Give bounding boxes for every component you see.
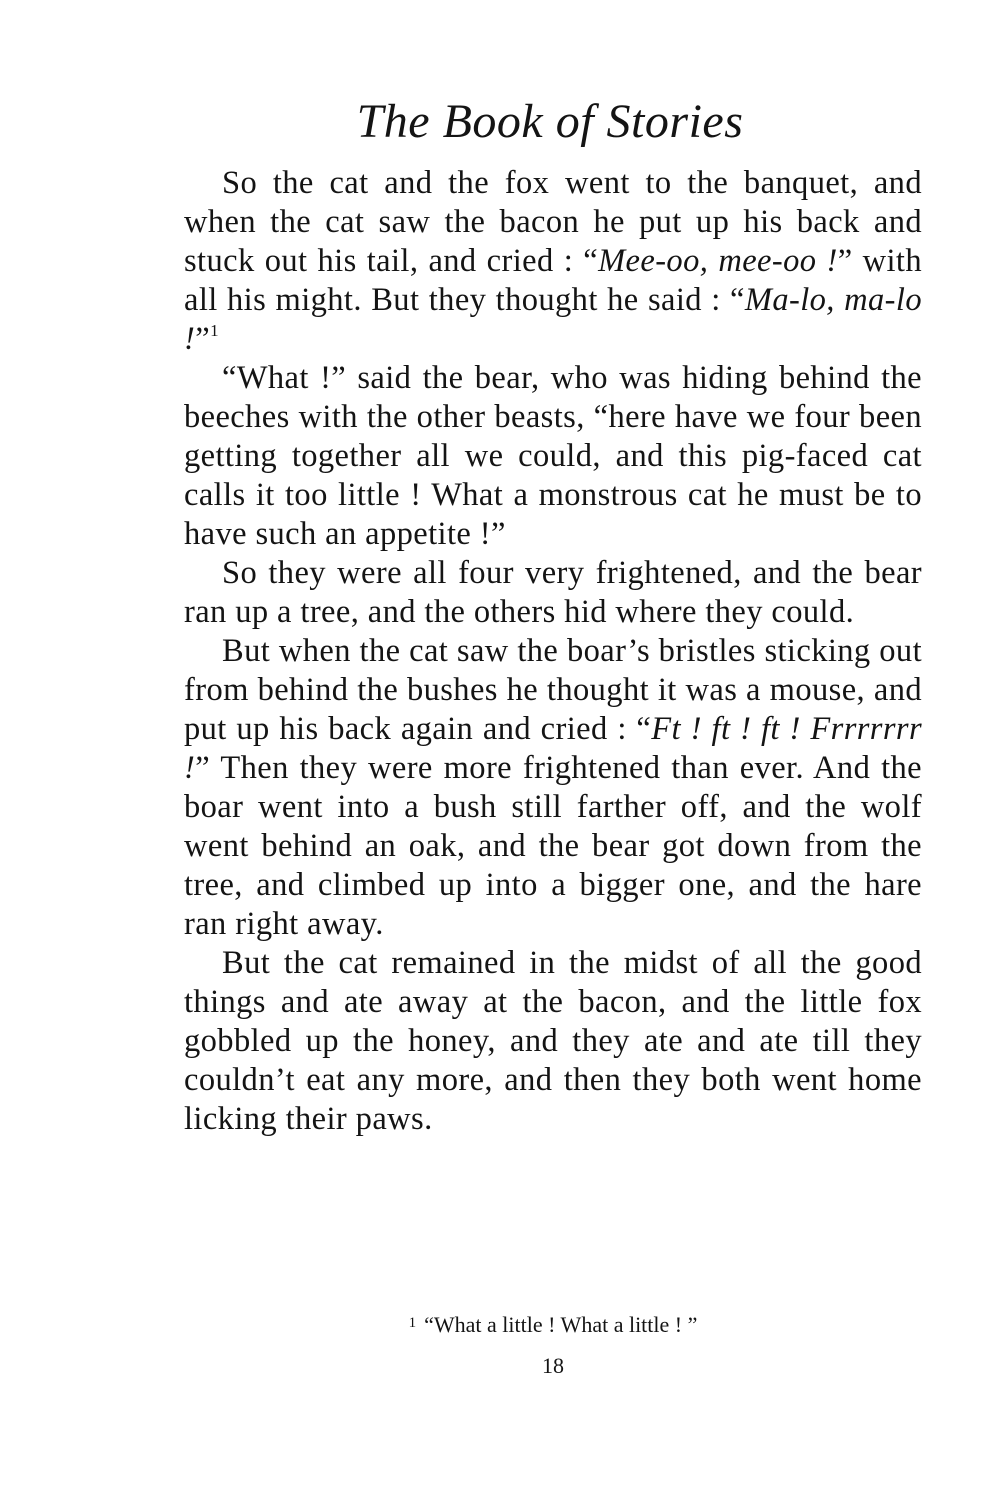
paragraph-banquet bbox=[184, 164, 922, 359]
paragraph-text: ” with all his might. But they thought he said : “ bbox=[184, 243, 922, 318]
footnote bbox=[184, 1309, 922, 1339]
italic-cry: Ft ! ft ! ft ! Frrrrrrr ! bbox=[184, 711, 922, 786]
footnote-text: “What a little ! What a little ! ” bbox=[424, 1312, 698, 1337]
paragraph-text: ” bbox=[195, 321, 211, 357]
page-number: 18 bbox=[542, 1353, 564, 1378]
paragraph-text: So the cat and the fox went to the banquet, and when the cat saw the bacon he put up his back and stuck out his tail, and cried : “ bbox=[184, 165, 922, 279]
running-title: The Book of Stories bbox=[356, 95, 744, 148]
italic-cry: Mee-oo, mee-oo ! bbox=[598, 243, 838, 279]
italic-cry: Ma-lo, ma-lo ! bbox=[184, 282, 922, 357]
paragraph-feast: But the cat remained in the midst of all the good things and ate away at the bacon, and the little fox gobbled up the honey, and they ate and ate till they couldn’t eat any more, and then they both went home licking their paws. bbox=[184, 945, 922, 1137]
story-body bbox=[184, 164, 922, 1139]
footnote-reference: 1 bbox=[210, 321, 219, 340]
footnote-number: 1 bbox=[408, 1315, 417, 1331]
paragraph-text: But when the cat saw the boar’s bristles sticking out from behind the bushes he thought it was a mouse, and put up his back again and cried : “ bbox=[184, 633, 922, 747]
paragraph-text: ” Then they were more frightened than ever. And the boar went into a bush still farther off, and the wolf went behind an oak, and the bear got down from the tree, and climbed up into a bigger one, and the hare ran right away. bbox=[184, 750, 922, 942]
paragraph-frightened: So they were all four very frightened, and the bear ran up a tree, and the others hid where they could. bbox=[184, 555, 922, 630]
paragraph-bear-speaks: “What !” said the bear, who was hiding behind the beeches with the other beasts, “here have we four been getting together all we could, and this pig-faced cat calls it too little ! What a monstrous cat he must be to have such an appetite !” bbox=[184, 360, 922, 552]
paragraph-boar-bristles bbox=[184, 632, 922, 944]
